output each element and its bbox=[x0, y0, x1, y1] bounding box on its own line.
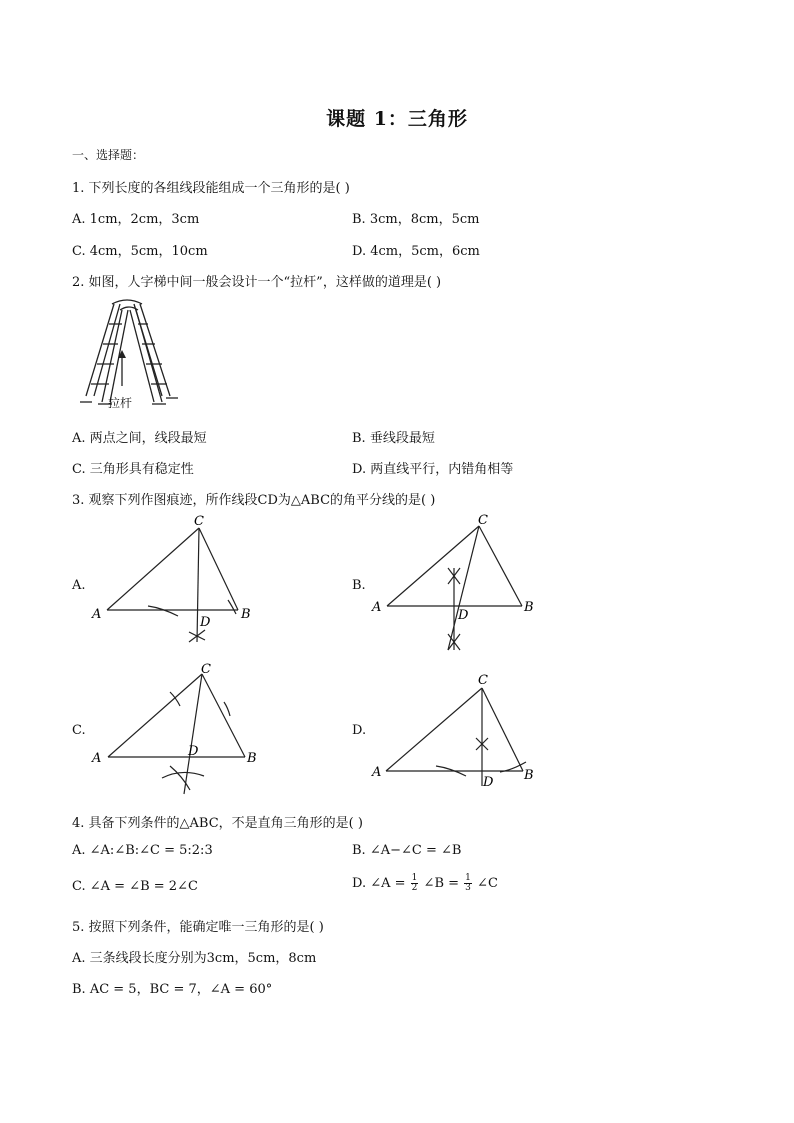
section-heading: 一、选择题： bbox=[72, 148, 145, 162]
ladder-label: 拉杆 bbox=[108, 396, 133, 410]
q3b-label-a: A bbox=[372, 600, 382, 615]
q3a-label-a: A bbox=[92, 607, 102, 622]
q1-option-d[interactable]: D. 4cm，5cm，6cm bbox=[352, 244, 480, 259]
page-title: 课题 1：三角形 bbox=[326, 108, 468, 130]
q3d-label-d: D bbox=[483, 775, 494, 790]
q3d-label-b: B bbox=[524, 768, 534, 783]
q3-figure-b bbox=[370, 512, 540, 652]
q2-option-d[interactable]: D. 两直线平行，内错角相等 bbox=[352, 462, 514, 477]
q3c-label-b: B bbox=[247, 751, 257, 766]
q4d-mid: ∠B = bbox=[423, 876, 460, 891]
q4d-suffix: ∠C bbox=[477, 876, 498, 891]
q4-option-b[interactable]: B. ∠A−∠C = ∠B bbox=[352, 843, 462, 858]
q2-option-b[interactable]: B. 垂线段最短 bbox=[352, 431, 435, 446]
q3-figure-a bbox=[90, 514, 260, 649]
q4-stem: 4. 具备下列条件的△ABC，不是直角三角形的是( ) bbox=[72, 816, 363, 831]
q1-option-c[interactable]: C. 4cm，5cm，10cm bbox=[72, 244, 208, 259]
q5-option-a[interactable]: A. 三条线段长度分别为3cm，5cm，8cm bbox=[72, 951, 317, 966]
q3b-label-d: D bbox=[458, 608, 469, 623]
q4d-fraction-half: $\frac{1}{2}$ bbox=[411, 873, 418, 893]
q5-option-b[interactable]: B. AC = 5，BC = 7，∠A = 60° bbox=[72, 982, 273, 997]
q3a-label-d: D bbox=[200, 615, 211, 630]
q4d-fraction-third: $\frac{1}{3}$ bbox=[465, 873, 471, 893]
q3d-label-a: A bbox=[372, 765, 382, 780]
q3a-label-c: C bbox=[194, 514, 204, 529]
q4-option-a[interactable]: A. ∠A:∠B:∠C = 5:2:3 bbox=[72, 843, 213, 858]
q4-option-d[interactable] bbox=[352, 874, 498, 893]
q5-stem: 5. 按照下列条件，能确定唯一三角形的是( ) bbox=[72, 920, 324, 935]
q3a-label-b: B bbox=[241, 607, 251, 622]
q3-option-d[interactable]: D. bbox=[352, 723, 367, 738]
q3-option-a[interactable]: A. bbox=[72, 578, 86, 593]
q3-option-c[interactable]: C. bbox=[72, 723, 86, 738]
q4d-prefix: D. ∠A = bbox=[352, 876, 406, 891]
q2-option-a[interactable]: A. 两点之间，线段最短 bbox=[72, 431, 207, 446]
q1-option-b[interactable]: B. 3cm，8cm，5cm bbox=[352, 212, 480, 227]
q3-figure-d bbox=[370, 668, 540, 793]
q3-option-b[interactable]: B. bbox=[352, 578, 366, 593]
q3-stem: 3. 观察下列作图痕迹，所作线段CD为△ABC的角平分线的是( ) bbox=[72, 493, 436, 508]
q3c-label-d: D bbox=[188, 744, 199, 759]
q2-stem: 2. 如图，人字梯中间一般会设计一个“拉杆”，这样做的道理是( ) bbox=[72, 275, 442, 290]
q1-option-a[interactable]: A. 1cm，2cm，3cm bbox=[72, 212, 200, 227]
q3b-label-b: B bbox=[524, 600, 534, 615]
q3c-label-a: A bbox=[92, 751, 102, 766]
q3b-label-c: C bbox=[478, 513, 488, 528]
q3-figure-c bbox=[90, 660, 260, 800]
q4-option-c[interactable]: C. ∠A = ∠B = 2∠C bbox=[72, 879, 198, 894]
q3d-label-c: C bbox=[478, 673, 488, 688]
q2-option-c[interactable]: C. 三角形具有稳定性 bbox=[72, 462, 194, 477]
q1-stem: 1. 下列长度的各组线段能组成一个三角形的是( ) bbox=[72, 181, 350, 196]
q3c-label-c: C bbox=[201, 662, 211, 677]
